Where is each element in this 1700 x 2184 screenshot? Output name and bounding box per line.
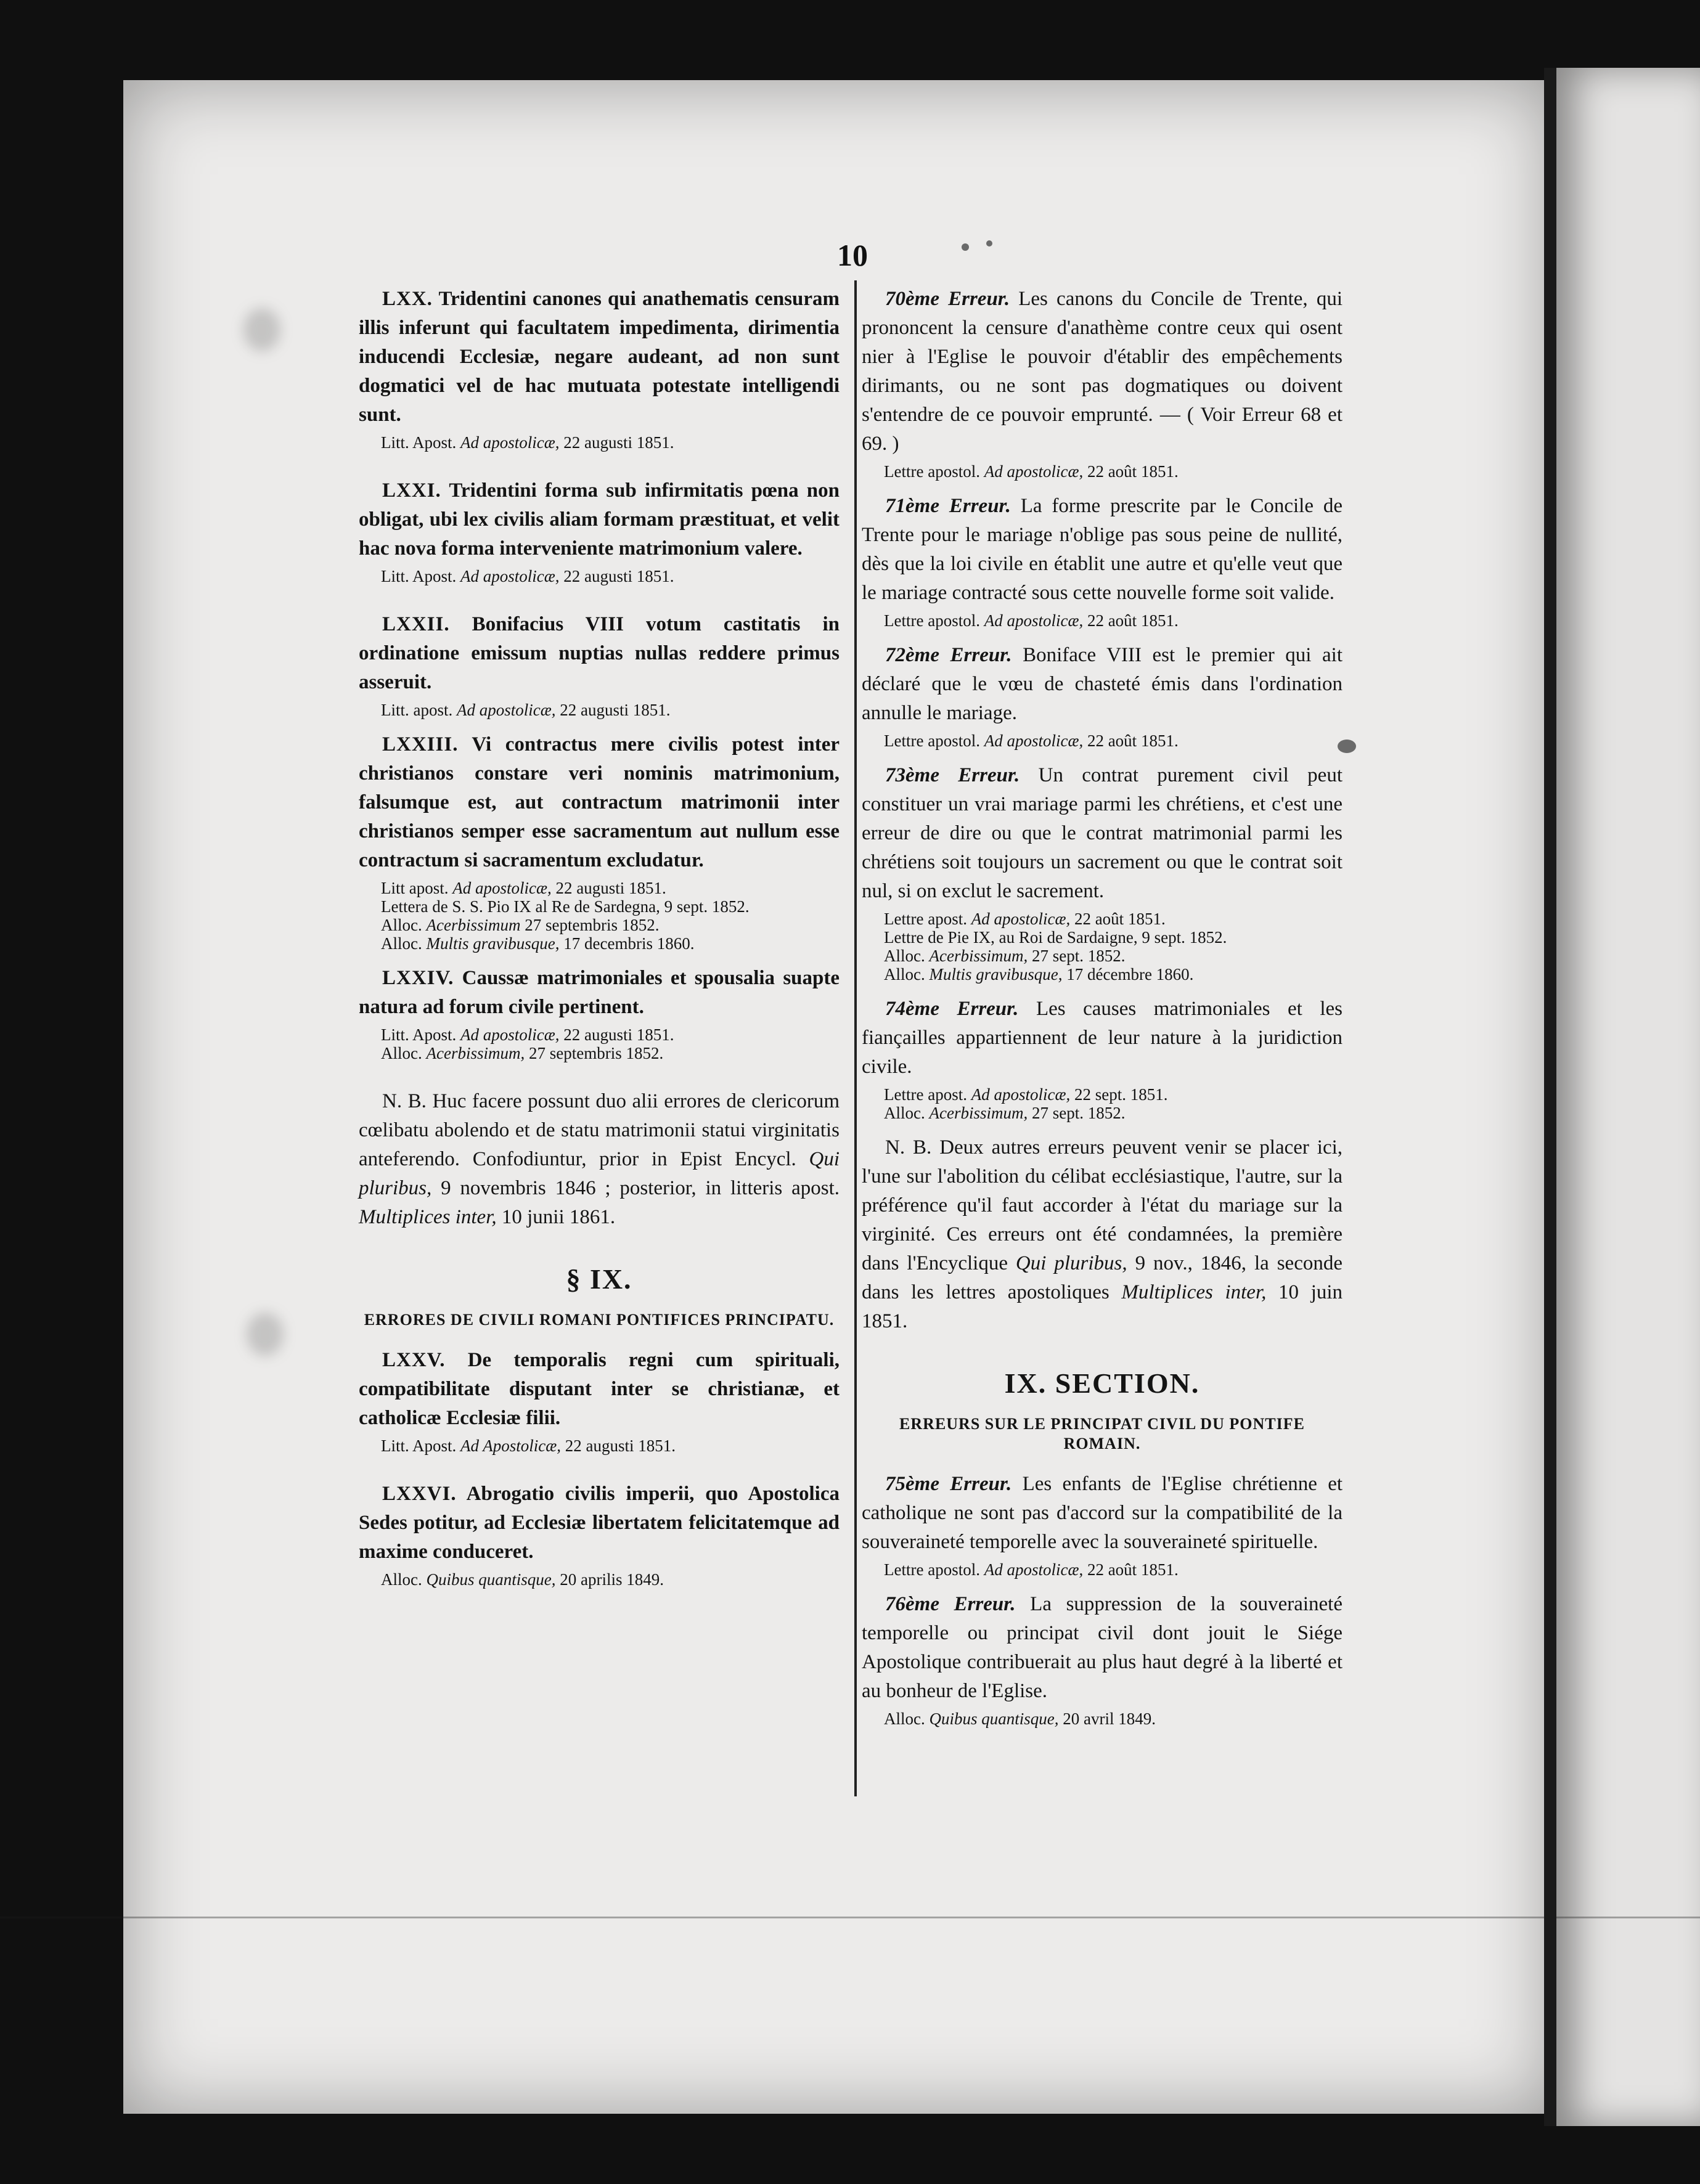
citations (381, 1570, 840, 1589)
citation: Lettre apostol. Ad apostolicæ, 22 août 1851. (884, 611, 1179, 630)
citations (884, 731, 1342, 750)
citation: Lettre de Pie IX, au Roi de Sardaigne, 9 sept. 1852. (884, 928, 1227, 947)
section-subtitle: ERRORES DE CIVILI ROMANI PONTIFICES PRINCIPATU. (364, 1311, 835, 1329)
citations (381, 567, 840, 585)
erreur-75 (862, 1470, 1342, 1579)
citation: Litt. Apost. Ad apostolicæ, 22 augusti 1851. (381, 433, 674, 452)
citations (884, 910, 1342, 984)
citation: Lettre apost. Ad apostolicæ, 22 août 1851. (884, 910, 1166, 928)
erreur-text: La forme prescrite par le Concile de Trente pour le mariage n'oblige pas sous peine de nullité, dès que la loi civile en établit une autre et qu'elle veut que le mariage contracté sous cette nouvelle forme soit valide. (862, 495, 1342, 604)
article-text: Bonifacius VIII votum castitatis in ordinatione emissum nuptias nullas reddere primus asseruit. (359, 613, 840, 693)
french-column (862, 285, 1342, 1728)
article-lxxiii (359, 730, 840, 953)
erreur-number: 73ème Erreur. (885, 764, 1020, 786)
section-subtitle: ERREURS SUR LE PRINCIPAT CIVIL DU PONTIFE ROMAIN. (899, 1415, 1305, 1453)
erreur-text: La suppression de la souveraineté temporelle ou principat civil dont jouit le Siége Apostolique contribuerait au plus haut degré à la liberté et au bonheur de l'Eglise. (862, 1593, 1342, 1702)
article-number: LXX. (382, 288, 433, 310)
erreur-text: Les enfants de l'Eglise chrétienne et catholique ne sont pas d'accord sur la compatibilité de la souveraineté temporelle avec la souveraineté spirituelle. (862, 1473, 1343, 1553)
erreur-number: 76ème Erreur. (885, 1593, 1016, 1615)
citation: Alloc. Acerbissimum 27 septembris 1852. (381, 916, 660, 934)
erreur-number: 72ème Erreur. (885, 644, 1012, 666)
erreur-71 (862, 492, 1342, 630)
smudge (243, 308, 280, 351)
article-lxxi (359, 476, 840, 585)
erreur-text: Un contrat purement civil peut constituer un vrai mariage parmi les chrétiens, et c'est une erreur de dire ou que le contrat matrimonial parmi les chrétiens soit toujours un sacrement ou que le contrat soit nul, si on exclut le sacrement. (862, 764, 1342, 902)
citations (884, 1709, 1342, 1728)
erreur-text: Les causes matrimoniales et les fiançailles appartiennent de leur nature à la juridiction civile. (862, 998, 1343, 1078)
citations (381, 1436, 840, 1455)
article-number: LXXV. (382, 1349, 446, 1371)
citations (381, 879, 840, 953)
article-number: LXXII. (382, 613, 450, 635)
citations (381, 701, 840, 719)
citation: Alloc. Multis gravibusque, 17 decembris 1860. (381, 934, 695, 953)
citation: Litt. Apost. Ad apostolicæ, 22 augusti 1851. (381, 567, 674, 585)
article-lxxii (359, 610, 840, 719)
section-title: § IX. (566, 1263, 632, 1295)
erreur-text: Les canons du Concile de Trente, qui prononcent la censure d'anathème contre ceux qui osent nier à l'Eglise le pouvoir d'établir des empêchements dirimants, ou ne sont pas dogmatiques ou doivent s'entendre de ce pouvoir emprunté. — ( Voir Erreur 68 et 69. ) (862, 288, 1343, 455)
erreur-number: 75ème Erreur. (885, 1473, 1012, 1495)
citation: Lettre apostol. Ad apostolicæ, 22 août 1851. (884, 1560, 1179, 1579)
smudge (247, 1313, 284, 1356)
citation: Alloc. Acerbissimum, 27 sept. 1852. (884, 947, 1126, 965)
citation: Litt apost. Ad apostolicæ, 22 augusti 1851. (381, 879, 666, 897)
page-number: 10 (837, 238, 868, 272)
citation: Alloc. Multis gravibusque, 17 décembre 1860. (884, 965, 1194, 984)
article-number: LXXIV. (382, 967, 454, 989)
scan-fold-line (0, 1917, 1700, 1918)
citation: Alloc. Acerbissimum, 27 septembris 1852. (381, 1044, 664, 1062)
ink-speck (986, 240, 992, 247)
erreur-76 (862, 1590, 1342, 1728)
book-spine (1544, 68, 1558, 2126)
citation: Litt. Apost. Ad Apostolicæ, 22 augusti 1851. (381, 1436, 676, 1455)
erreur-73 (862, 761, 1342, 984)
erreur-74 (862, 995, 1342, 1122)
article-number: LXXIII. (382, 733, 459, 756)
citation: Lettre apost. Ad apostolicæ, 22 sept. 1851. (884, 1085, 1168, 1104)
article-lxxvi (359, 1480, 840, 1589)
article-text: Abrogatio civilis imperii, quo Apostolica Sedes potitur, ad Ecclesiæ libertatem felicitatemque ad maxime conduceret. (359, 1483, 840, 1563)
citation: Alloc. Quibus quantisque, 20 aprilis 1849. (381, 1570, 664, 1589)
article-text: Vi contractus mere civilis potest inter christianos constare veri nominis matrimonium, falsumque est, aut contractum matrimonii inter christianos semper esse sacramentum aut nullum esse contractum si sacramentum excludatur. (359, 733, 840, 871)
erreur-number: 71ème Erreur. (885, 495, 1011, 517)
citations (884, 462, 1342, 481)
article-text: Tridentini canones qui anathematis censuram illis inferunt qui facultatem impedimenta, dirimentia inducendi Ecclesiæ, negare audeant, ad non sunt dogmatici vel de hac mutuata potestate intelligendi sunt. (359, 288, 840, 426)
citation: Litt. Apost. Ad apostolicæ, 22 augusti 1851. (381, 1025, 674, 1044)
article-text: Caussæ matrimoniales et spousalia suapte natura ad forum civile pertinent. (359, 967, 840, 1018)
article-text: De temporalis regni cum spirituali, compatibilitate disputant inter se christianæ, et catholicæ Ecclesiæ filii. (359, 1349, 840, 1429)
citation: Lettre apostol. Ad apostolicæ, 22 août 1851. (884, 462, 1179, 481)
erreur-text: Boniface VIII est le premier qui ait déclaré que le vœu de chasteté émis dans l'ordination annulle le mariage. (862, 644, 1342, 724)
facing-page-edge (1556, 68, 1700, 2126)
citation: Litt. apost. Ad apostolicæ, 22 augusti 1851. (381, 701, 671, 719)
article-number: LXXI. (382, 479, 441, 502)
citations (381, 1025, 840, 1062)
latin-column (359, 285, 840, 1589)
citations (381, 433, 840, 452)
erreur-70 (862, 285, 1342, 481)
article-lxxiv (359, 964, 840, 1062)
article-lxxv (359, 1346, 840, 1455)
article-lxx (359, 285, 840, 452)
citations (884, 1085, 1342, 1122)
citations (884, 1560, 1342, 1579)
erreur-number: 70ème Erreur. (885, 288, 1010, 310)
article-text: Tridentini forma sub infirmitatis pœna non obligat, ubi lex civilis aliam formam præstituat, et velit hac nova forma interveniente matrimonium valere. (359, 479, 840, 560)
nota-bene: N. B. Deux autres erreurs peuvent venir se placer ici, l'une sur l'abolition du célibat ecclésiastique, l'autre, sur la préférence qu'il faut accorder à l'état du mariage sur la virginité. Ces erreurs ont été condamnées, la première dans l'Encyclique Qui pluribus, 9 nov., 1846, la seconde dans les lettres apostoliques Multiplices inter, 10 juin 1851. (862, 1136, 1343, 1332)
citation: Alloc. Quibus quantisque, 20 avril 1849. (884, 1709, 1156, 1728)
erreur-number: 74ème Erreur. (885, 998, 1019, 1020)
citation: Lettre apostol. Ad apostolicæ, 22 août 1851. (884, 731, 1179, 750)
erreur-72 (862, 641, 1342, 750)
ink-speck (962, 243, 969, 251)
citation: Alloc. Acerbissimum, 27 sept. 1852. (884, 1104, 1126, 1122)
article-number: LXXVI. (382, 1483, 457, 1505)
column-divider (854, 280, 857, 1796)
nota-bene: N. B. Huc facere possunt duo alii errores de clericorum cœlibatu abolendo et de statu matrimonii statui virginitatis anteferendo. Confodiuntur, prior in Epist Encycl. Qui pluribus, 9 novembris 1846 ; posterior, in litteris apost. Multiplices inter, 10 junii 1861. (359, 1090, 840, 1228)
citations (884, 611, 1342, 630)
section-title: IX. SECTION. (1004, 1367, 1200, 1399)
citation: Lettera de S. S. Pio IX al Re de Sardegna, 9 sept. 1852. (381, 897, 750, 916)
